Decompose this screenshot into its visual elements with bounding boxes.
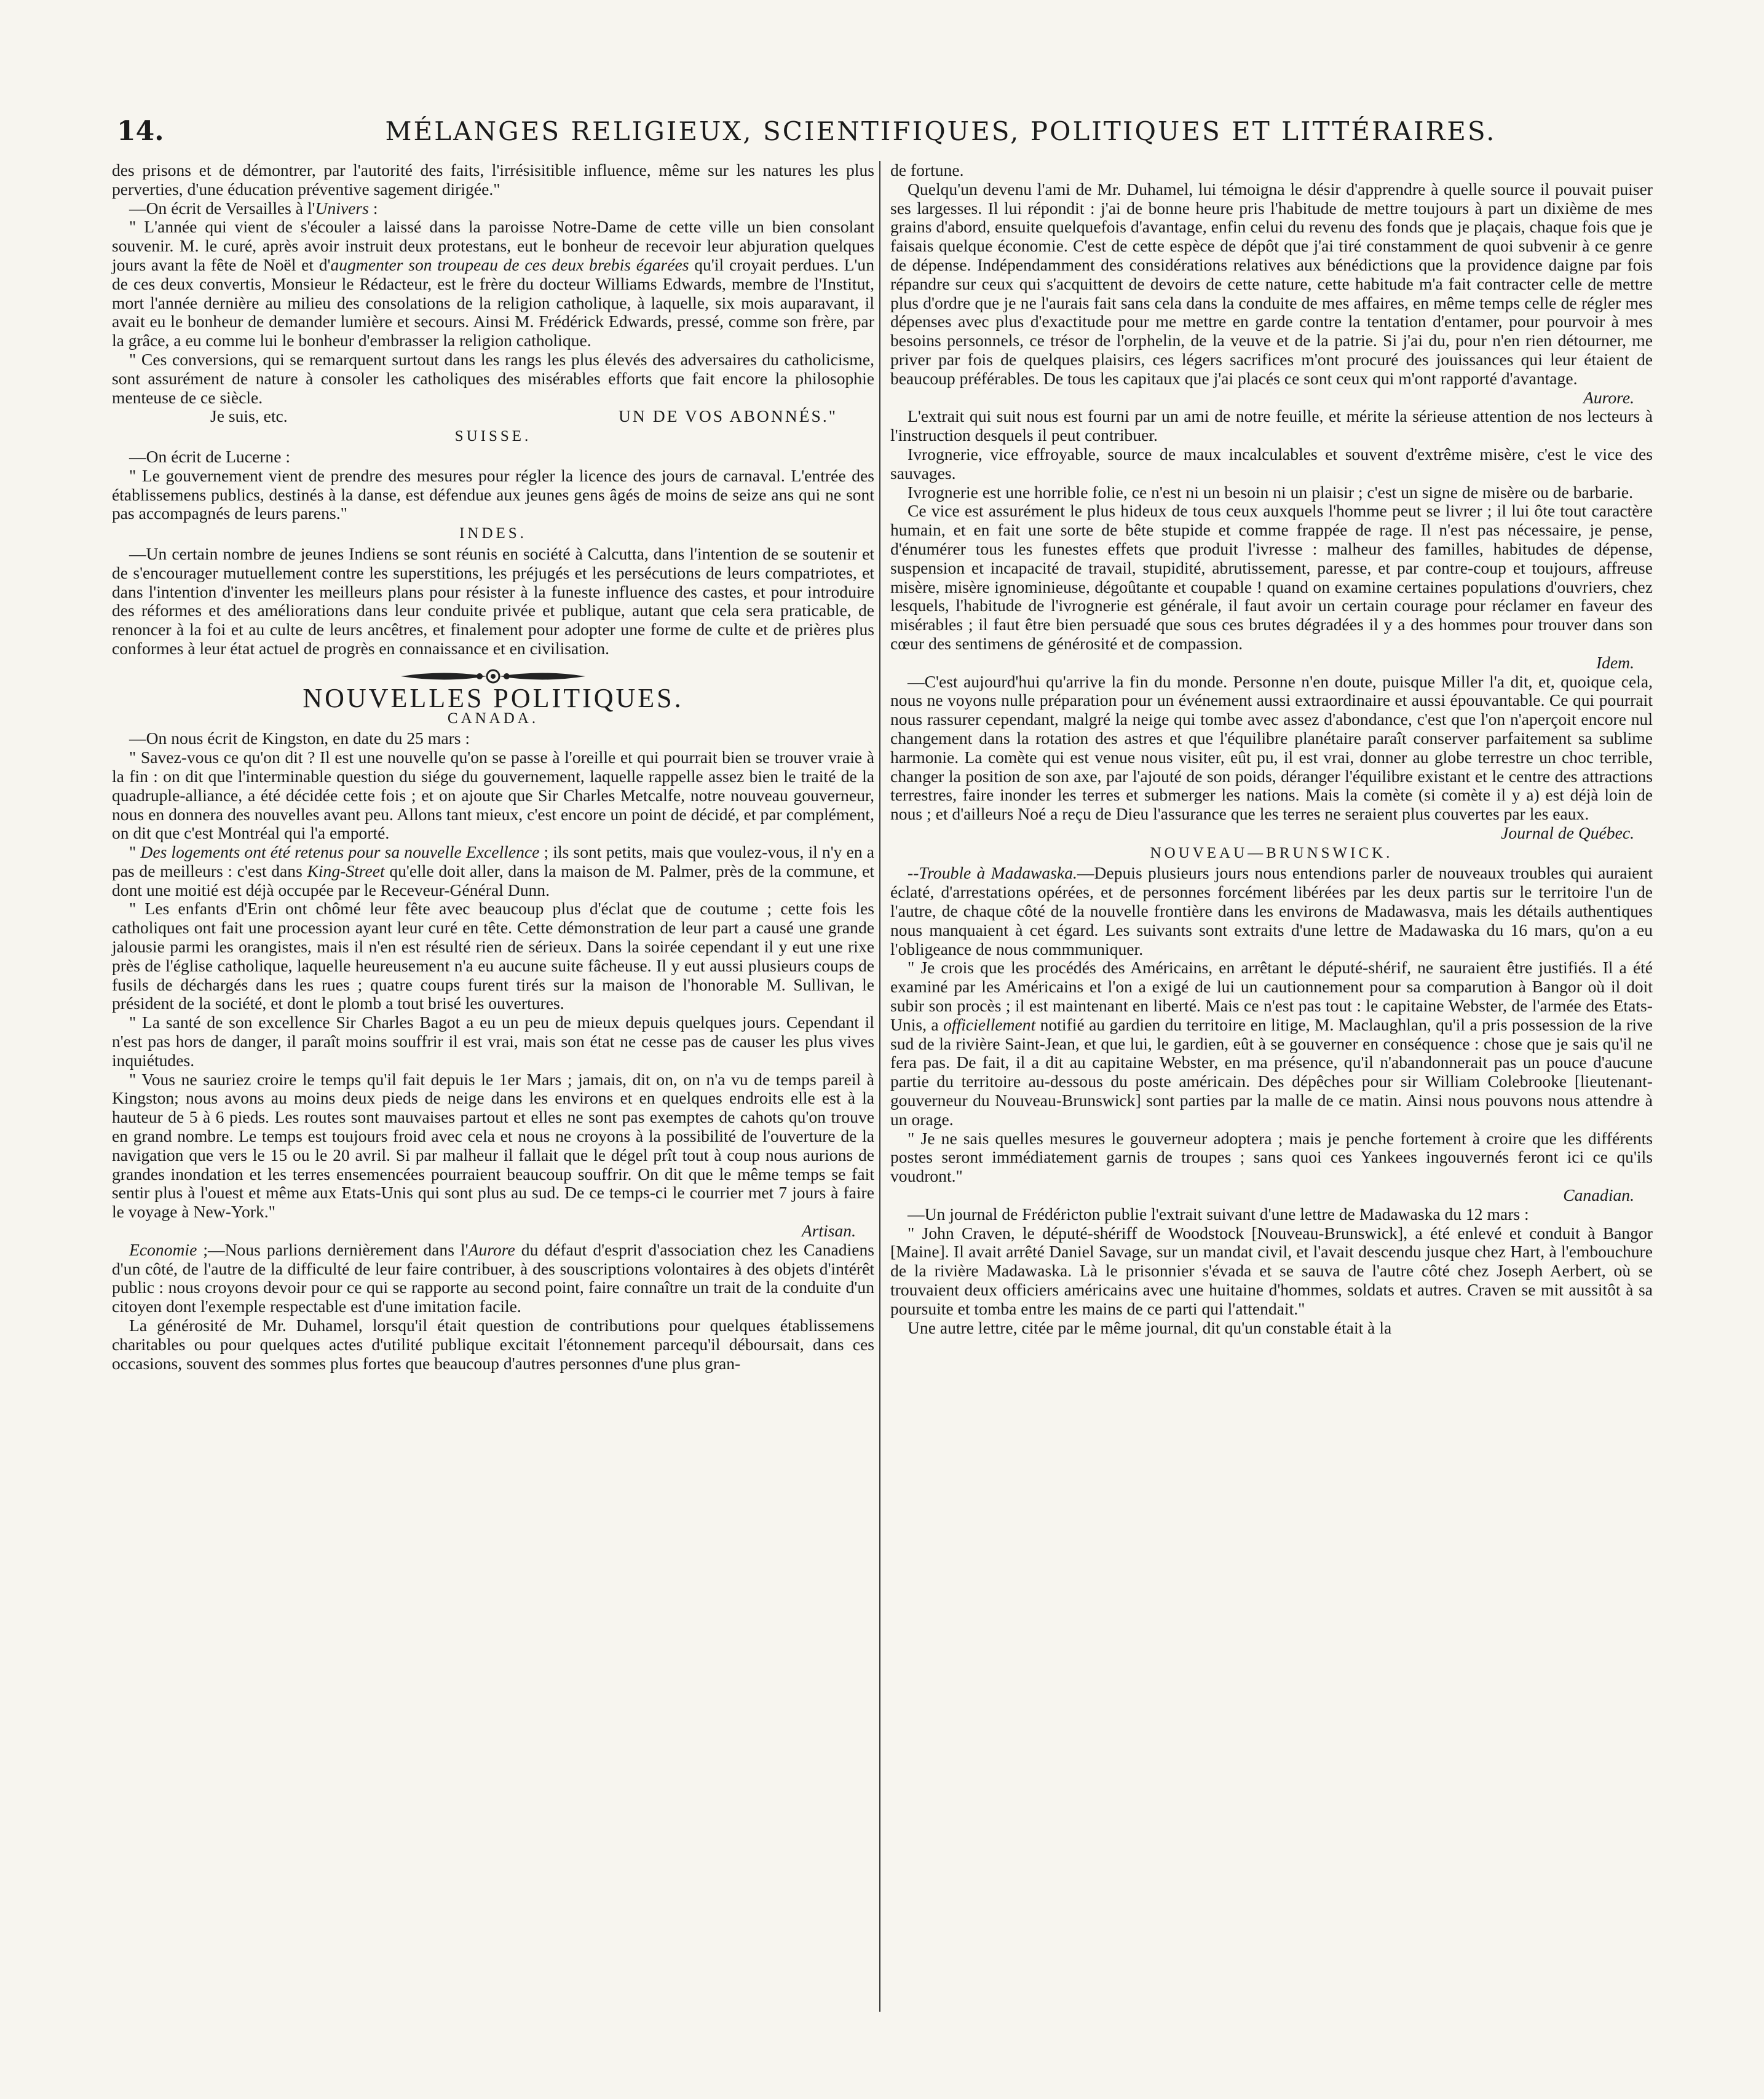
article-paragraph: Ce vice est assurément le plus hideux de tous ceux auxquels l'homme peut se livrer ; il lui ôte tout caractère humain, et en fait une sorte de bête stupide et comme frappée de rage. Il n'est pas nécessaire, je pense, d'énumérer tous les funestes effets que produit l'ivresse : malheur des familles, habitudes de dépense, suspension et incapacité de travail, stupidité, abrutissement, paresse, et par contre-coup et toujours, affreuse misère, misère ignominieuse, dégoûtante et coupable ! quand on examine certaines populations d'ouvriers, chez lesquels, l'habitude de l'ivrognerie est générale, il faut avoir un certain courage pour réclamer en faveur des misérables ; il faut être bien persuadé que sous ces brutes dégradées il y a des hommes pour trouver dans son cœur des sentimens de générosité et de compassion.	[890, 501, 1653, 653]
column-divider	[879, 161, 880, 2012]
article-intro: —On nous écrit de Kingston, en date du 25 mars :	[129, 729, 470, 748]
article-paragraph: --Trouble à Madawaska.—Depuis plusieurs jours nous entendions parler de nouveaux troubles qui auraient éclaté, d'arrestations opérées, et de personnes forcément libérées par les deux partis sur le territoire l'un de l'autre, de chaque côté de la nouvelle frontière dans les environs de Madawasva, mais les détails authentiques nous manquaient à cet égard. Les suivants sont extraits d'une lettre de Madawaska du 16 mars, qu'on a eu l'obligeance de nous commmuniquer.	[890, 863, 1653, 959]
page-header	[117, 116, 1648, 159]
article-paragraph: " Des logements ont été retenus pour sa nouvelle Excellence ; ils sont petits, mais que voulez-vous, il n'y en a pas de meilleurs : c'est dans King-Street qu'elle doit aller, dans la maison de M. Palmer, près de la commune, et dont une moitié est déjà occupée par le Receveur-Général Dunn.	[112, 842, 875, 899]
article-paragraph: Ivrognerie est une horrible folie, ce n'est ni un besoin ni un plaisir ; c'est un signe de misère ou de barbarie.	[908, 482, 1634, 502]
article-paragraph: " Le gouvernement vient de prendre des mesures pour régler la licence des jours de carnaval. L'entrée des établissemens publics, destinés à la danse, est défendue aux jeunes gens âgés de moins de seize ans qui ne sont pas accompagnés de leurs parens."	[112, 465, 874, 523]
article-paragraph: " L'année qui vient de s'écouler a laissé dans la paroisse Notre-Dame de cette ville un bien consolant souvenir. M. le curé, après avoir instruit deux protestans, eut le bonheur de recevoir leur abjuration quelques jours avant la fête de Noël et d'augmenter son troupeau de ces deux brebis égarées qu'il croyait perdues. L'un de ces deux convertis, Monsieur le Rédacteur, est le frère du docteur Williams Edwards, membre de l'Institut, mort l'année dernière au milieu des consolations de la religion catholique, à laquelle, six mois auparavant, il avait eu le bonheur de demander lumière et secours. Ainsi M. Frédérick Edwards, pressé, comme son frère, par la grâce, a eu comme lui le bonheur d'embrasser la religion catholique.	[112, 217, 874, 350]
section-title: NOUVELLES POLITIQUES.	[303, 682, 684, 713]
article-paragraph: —Un journal de Frédéricton publie l'extrait suivant d'une lettre de Madawaska du 12 mars :	[908, 1204, 1529, 1223]
article-paragraph: " Ces conversions, qui se remarquent surtout dans les rangs les plus élevés des adversaires du catholicisme, sont assurément de nature à consoler les catholiques des misérables efforts que fait encore la philosophie menteuse de ce siècle.	[112, 349, 874, 407]
article-paragraph: Ivrognerie, vice effroyable, source de maux incalculables et souvent d'extrême misère, c'est le vice des sauvages.	[890, 444, 1653, 483]
article-paragraph: Une autre lettre, citée par le même journal, dit qu'un constable était à la	[908, 1318, 1392, 1337]
running-title: MÉLANGES RELIGIEUX, SCIENTIFIQUES, POLITIQUES ET LITTÉRAIRES.	[385, 116, 1497, 146]
source-signature: Canadian.	[1563, 1185, 1634, 1205]
source-signature: Artisan.	[801, 1221, 856, 1241]
article-paragraph: —Un certain nombre de jeunes Indiens se sont réunis en société à Calcutta, dans l'intention de se soutenir et de s'encourager mutuellement contre les superstitions, les préjugés et les persécutions de leurs compatriotes, et dans l'intention d'inventer les meilleurs plans pour résister à la funeste influence des castes, et pour introduire des réformes et des améliorations dans leur conduite privée et publique, autant que cela sera praticable, de renoncer à la foi et au culte de leurs ancêtres, et finalement pour adopter une forme de culte et de prières plus conformes à leur état actuel de progrès en connaissance et en civilisation.	[112, 544, 874, 658]
article-paragraph: Economie ;—Nous parlions dernièrement dans l'Aurore du défaut d'esprit d'association chez les Canadiens d'un côté, de l'autre de la difficulté de leur faire contribuer, à des souscriptions volontaires à des objets d'intérêt public : nous croyons devoir pour ce qui se rapporte au second point, faire connaître un trait de la conduite d'un citoyen dont l'exemple respectable est d'une imitation facile.	[112, 1239, 874, 1316]
source-signature: Aurore.	[1583, 387, 1634, 407]
letter-closing: Je suis, etc. UN DE VOS ABONNÉS."	[112, 407, 874, 426]
subheading-canada: CANADA.	[447, 710, 539, 727]
article-paragraph: " Savez-vous ce qu'on dit ? Il est une nouvelle qu'on se passe à l'oreille et qui pourrait bien se trouver vraie à la fin : on dit que l'interminable question du siége du gouvernement, laquelle rappelle assez bien le traité de la quadruple-alliance, a été décidée cette fois ; et on ajoute que Sir Charles Metcalfe, notre nouveau gouverneur, nous en donnera des nouvelles avant peu. Allons tant mieux, c'est encore un point de décidé, et par complément, on dit que c'est Montréal qui l'a emporté.	[112, 748, 874, 843]
article-paragraph: —C'est aujourd'hui qu'arrive la fin du monde. Personne n'en doute, puisque Miller l'a dit, et, quoique cela, nous ne voyons nulle préparation pour un événement aussi extraordinaire et aussi épouvantable. Ce qui pourrait nous rassurer cependant, malgré la neige qui tombe avec assez d'abondance, c'est que l'on n'aperçoit encore nul changement dans la rotation des astres et que l'équilibre planétaire paraît conserver parfaitement sa sublime harmonie. La comète qui est venue nous visiter, eût pu, il est vrai, donner au globe terrestre un choc terrible, changer la position de son axe, par l'ajouté de son poids, déranger l'équilibre existant et le centre des attractions terrestres, faire inonder les terres et submerger les nations. Mais la comète (si comète il y a) est déjà loin de nous ; et d'ailleurs Noé a reçu de Dieu l'assurance que les terres ne seraient plus couvertes par les eaux.	[890, 671, 1653, 824]
subheading-suisse: SUISSE.	[454, 428, 532, 445]
article-intro: —On écrit de Lucerne :	[129, 446, 291, 466]
article-paragraph: " Les enfants d'Erin ont chômé leur fête avec beaucoup plus d'éclat que de coutume ; cette fois les catholiques ont fait une procession ayant leur curé en tête. Cette démonstration de leur part a causé une grande jalousie parmi les orangistes, mais il n'en est résulté rien de sérieux. Dans la soirée cependant il y eut une rixe près de l'église catholique, laquelle heureusement n'a eu aucune suite fâcheuse. Il y eut aussi plusieurs coups de fusils de déchargés dans les rues ; quatre coups furent tirés sur la maison de l'honorable M. Sullivan, le président de la société, et dont le plomb a tout brisé les ouvertures.	[112, 899, 874, 1013]
article-paragraph: " La santé de son excellence Sir Charles Bagot a eu un peu de mieux depuis quelques jours. Cependant il n'est pas hors de danger, il paraît moins souffrir il est vrai, mais son état ne cesse pas de causer les plus vives inquiétudes.	[112, 1013, 874, 1070]
article-paragraph: des prisons et de démontrer, par l'autorité des faits, l'irrésisitible influence, même sur les natures les plus perverties, d'une éducation préventive sagement dirigée."	[112, 160, 874, 199]
subheading-indes: INDES.	[459, 525, 527, 542]
right-column	[890, 161, 1653, 1337]
source-signature: Idem.	[1596, 652, 1634, 672]
article-paragraph: " Je ne sais quelles mesures le gouverneur adoptera ; mais je penche fortement à croire que les différents postes seront immédiatement garnis de troupes ; sans quoi ces Yankees ingouvernés feront ici ce qu'ils voudront."	[890, 1128, 1653, 1186]
left-column	[112, 161, 874, 1373]
article-paragraph: Quelqu'un devenu l'ami de Mr. Duhamel, lui témoigna le désir d'apprendre à quelle source il pouvait puiser ses largesses. Il lui répondit : j'ai de bonne heure pris l'habitude de mettre toujours à part un dixième de mes grains d'abord, ensuite quelquefois d'avantage, enfin celui du revenu des fonds que je plaçais, chaque fois que je faisais quelque économie. C'est de cette espèce de dépôt que j'ai tiré constamment de quoi subvenir à ce genre de dépense. Indépendamment des considérations relatives aux bénédictions que la providence daigne par fois répandre sur ceux qui s'acquittent de devoirs de cette nature, cette habitude m'a fait contracter celle de mettre plus d'ordre que je ne l'aurais fait sans cela dans la conduite de mes affaires, en même temps celle de régler mes dépenses avec plus d'exactitude pour me mettre en garde contre la tentation d'entamer, pour pourvoir à mes besoins personnels, ce trésor de l'orphelin, de la veuve et de la patrie. Si j'ai du, pour n'en rien détourner, me priver par fois de quelques plaisirs, ces légers sacrifices m'ont procuré des jouissances qui leur étaient de beaucoup préférables. De tous les capitaux que j'ai placés ce sont ceux qui m'ont rapporté d'avantage.	[890, 179, 1653, 388]
page-number: 14.	[117, 116, 164, 147]
article-intro: —On écrit de Versailles à l'Univers :	[129, 198, 378, 218]
letter-signature: UN DE VOS ABONNÉS."	[619, 406, 837, 426]
article-paragraph: " Je crois que les procédés des Américains, en arrêtant le député-shérif, ne sauraient être justifiés. Il a été examiné par les Américains et l'on a exigé de lui un cautionnement pour sa comparution à Bangor où il doit subir son procès ; il est maintenant en liberté. Mais ce n'est pas tout : le capitaine Webster, de l'armée des Etats-Unis, a officiellement notifié au gardien du territoire en litige, M. Maclaughlan, qu'il a pris possession de la rive sud de la rivière Saint-Jean, et que lui, le gardien, eût à se gouverner en conséquence : chose que je sais qu'il ne fera pas. De fait, il a dit au capitaine Webster, en ma présence, qu'il n'abandonnerait pas un pouce d'aucune partie du territoire au-dessous du poste américain. Des dépêches pour sir William Colebrooke [lieutenant-gouverneur du Nouveau-Brunswick] sont parties par la malle de ce matin. Ainsi nous pouvons nous attendre à un orage.	[890, 958, 1653, 1129]
article-paragraph: " John Craven, le député-shériff de Woodstock [Nouveau-Brunswick], a été enlevé et conduit à Bangor [Maine]. Il avait arrêté Daniel Savage, sur un mandat civil, et l'avait descendu jusque chez Hart, à l'embouchure de la rivière Madawaska. Là le prisonnier s'évada et se sauva de l'autre côté chez Joseph Aerbert, où se trouvaient deux officiers américains avec une huitaine d'hommes, soldats et autres. Craven se mit aussitôt à sa poursuite et tomba entre les mains de ce parti qui l'attendait."	[890, 1223, 1653, 1318]
article-paragraph: " Vous ne sauriez croire le temps qu'il fait depuis le 1er Mars ; jamais, dit on, on n'a vu de temps pareil à Kingston; nous avons au moins deux pieds de neige dans les environs et en quelques endroits elle est à la hauteur de 5 à 6 pieds. Les routes sont mauvaises partout et elles ne sont pas exemptes de cahots qu'on trouve en grand nombre. Le temps est toujours froid avec cela et nous ne croyons à la possibilité de l'ouverture de la navigation que vers le 15 ou le 20 avril. Si par malheur il fallait que le dégel prît tout à coup nous aurions de grandes inondation et les terres ensemencées pourraient beaucoup souffrir. On dit que le même temps se fait sentir plus à l'ouest et même aux Etats-Unis qui sont plus au sud. De ce temps-ci le courrier met 7 jours à faire le voyage à New-York."	[112, 1069, 874, 1222]
subheading-nouveau-brunswick: NOUVEAU—BRUNSWICK.	[1150, 844, 1393, 861]
article-paragraph: L'extrait qui suit nous est fourni par un ami de notre feuille, et mérite la sérieuse attention de nos lecteurs à l'instruction desquels il peut contribuer.	[890, 406, 1653, 445]
source-signature: Journal de Québec.	[1501, 823, 1634, 842]
article-paragraph: La générosité de Mr. Duhamel, lorsqu'il était question de contributions pour quelques établissemens charitables ou pour quelques actes d'utilité publique excitait l'étonnement parcequ'il déboursait, dans ces occasions, souvent des sommes plus fortes que beaucoup d'autres personnes d'une plus gran-	[112, 1316, 874, 1373]
article-paragraph: de fortune.	[890, 160, 964, 180]
